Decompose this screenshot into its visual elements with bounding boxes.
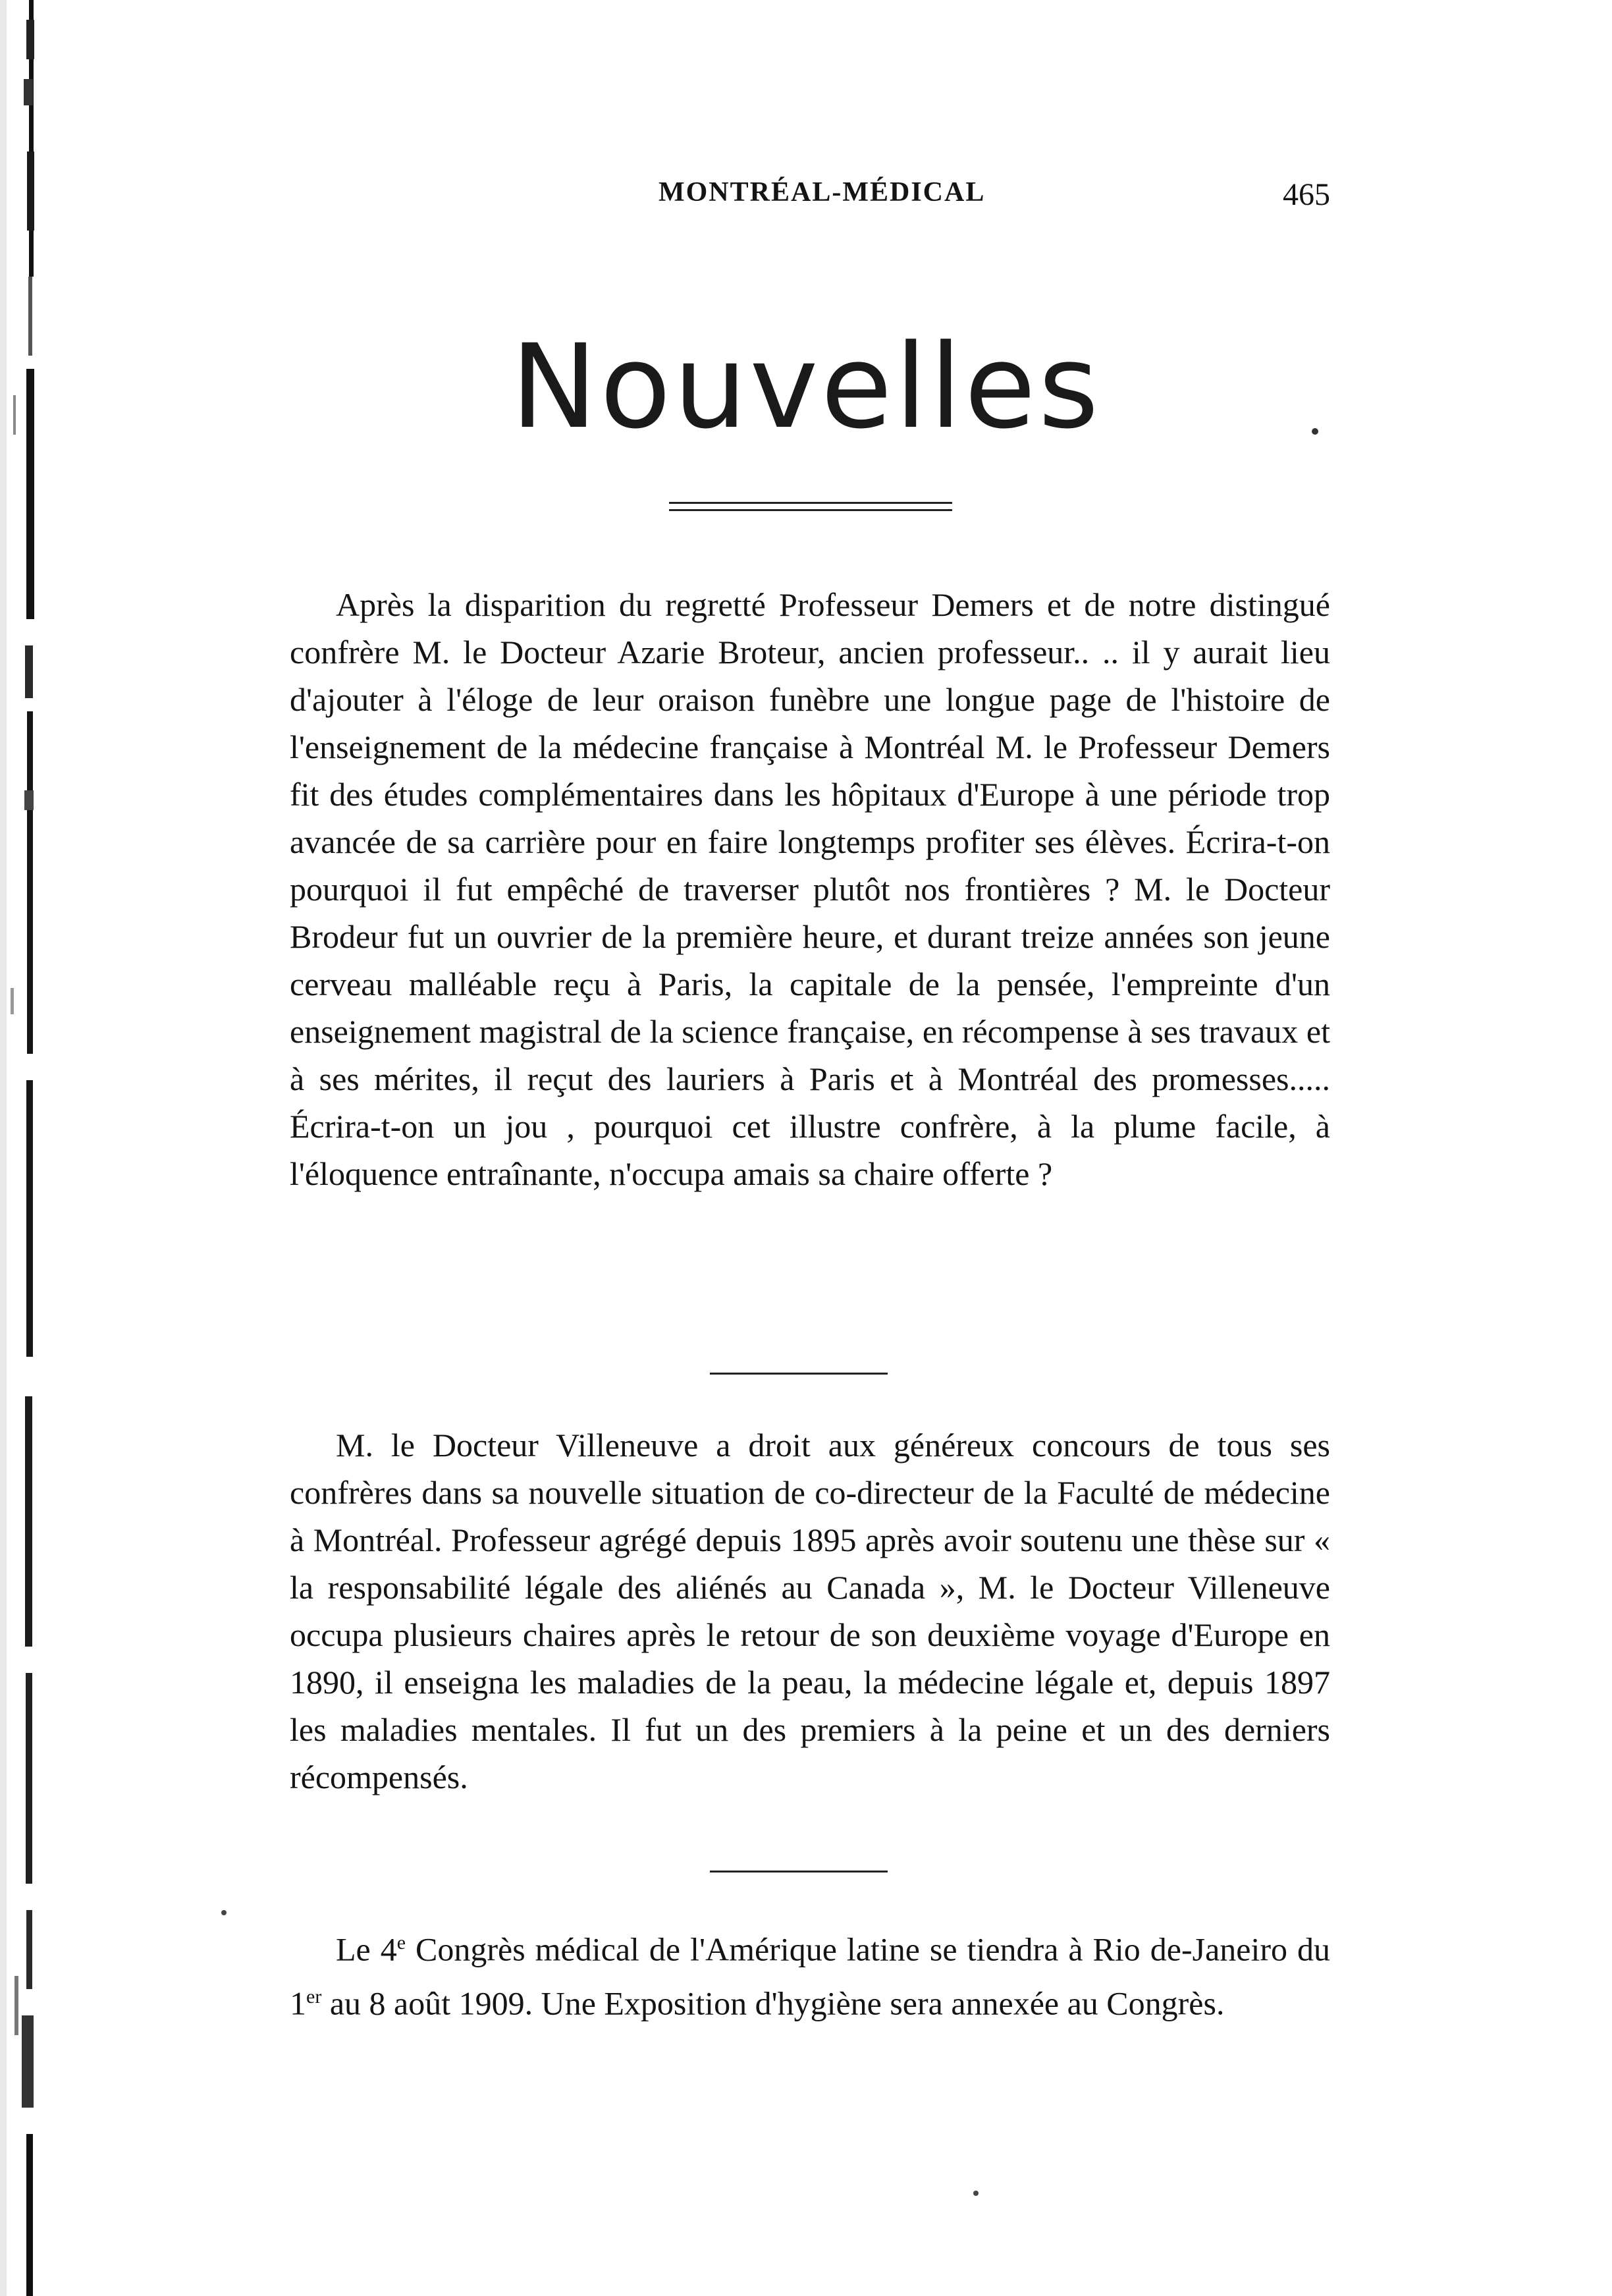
running-title: MONTRÉAL-MÉDICAL bbox=[658, 177, 986, 207]
separator-rule bbox=[710, 1871, 888, 1872]
congres-date-suffix: er bbox=[306, 1985, 322, 2008]
stray-dot bbox=[1312, 428, 1318, 435]
congres-text-middle: Congrès médical de l'Amérique latine se tiendra à Rio de-Janeiro du 1 bbox=[290, 1930, 1330, 2022]
article-paragraph-congres bbox=[290, 1919, 1330, 2027]
congres-text-after: au 8 août 1909. Une Exposition d'hygiène sera annexée au Congrès. bbox=[321, 1984, 1225, 2022]
congres-text-before: Le 4 bbox=[336, 1930, 397, 1968]
article-paragraph-demers-brodeur: Après la disparition du regretté Professeur Demers et de notre distingué confrère M. le Docteur Azarie Broteur, ancien professeur.. .. il y aurait lieu d'ajouter à l'éloge de leur oraison funèbre une longue page de l'histoire de l'enseignement de la médecine française à Montréal M. le Professeur Demers fit des études complémentaires dans les hôpitaux d'Europe à une période trop avancée de sa carrière pour en faire longtemps profiter ses élèves. Écrira-t-on pourquoi il fut empêché de traverser plutôt nos frontières ? M. le Docteur Brodeur fut un ouvrier de la première heure, et durant treize années son jeune cerveau malléable reçu à Paris, la capitale de la pensée, l'empreinte d'un enseignement magistral de la science française, en récompense à ses travaux et à ses mérites, il reçut des lauriers à Paris et à Montréal des promesses..... Écrira-t-on un jou , pourquoi cet illustre confrère, à la plume facile, à l'éloquence entraînante, n'occupa amais sa chaire offerte ? bbox=[290, 586, 1330, 1192]
article-paragraph-villeneuve: M. le Docteur Villeneuve a droit aux généreux concours de tous ses confrères dans sa nouvelle situation de co-directeur de la Faculté de médecine à Montréal. Professeur agrégé depuis 1895 après avoir soutenu une thèse sur « la responsabilité légale des aliénés au Canada », M. le Docteur Villeneuve occupa plusieurs chaires après le retour de son deuxième voyage d'Europe en 1890, il enseigna les maladies de la peau, la médecine légale et, depuis 1897 les maladies mentales. Il fut un des premiers à la peine et un des derniers récompensés. bbox=[290, 1427, 1330, 1795]
scan-speck bbox=[221, 1910, 227, 1915]
scan-speck bbox=[973, 2191, 979, 2196]
congres-ordinal-suffix: e bbox=[396, 1932, 406, 1954]
section-title: Nouvelles bbox=[510, 319, 1102, 454]
page-number: 465 bbox=[1283, 177, 1330, 212]
page-header bbox=[652, 177, 1330, 229]
separator-rule bbox=[710, 1373, 888, 1375]
title-double-rule bbox=[669, 502, 952, 511]
